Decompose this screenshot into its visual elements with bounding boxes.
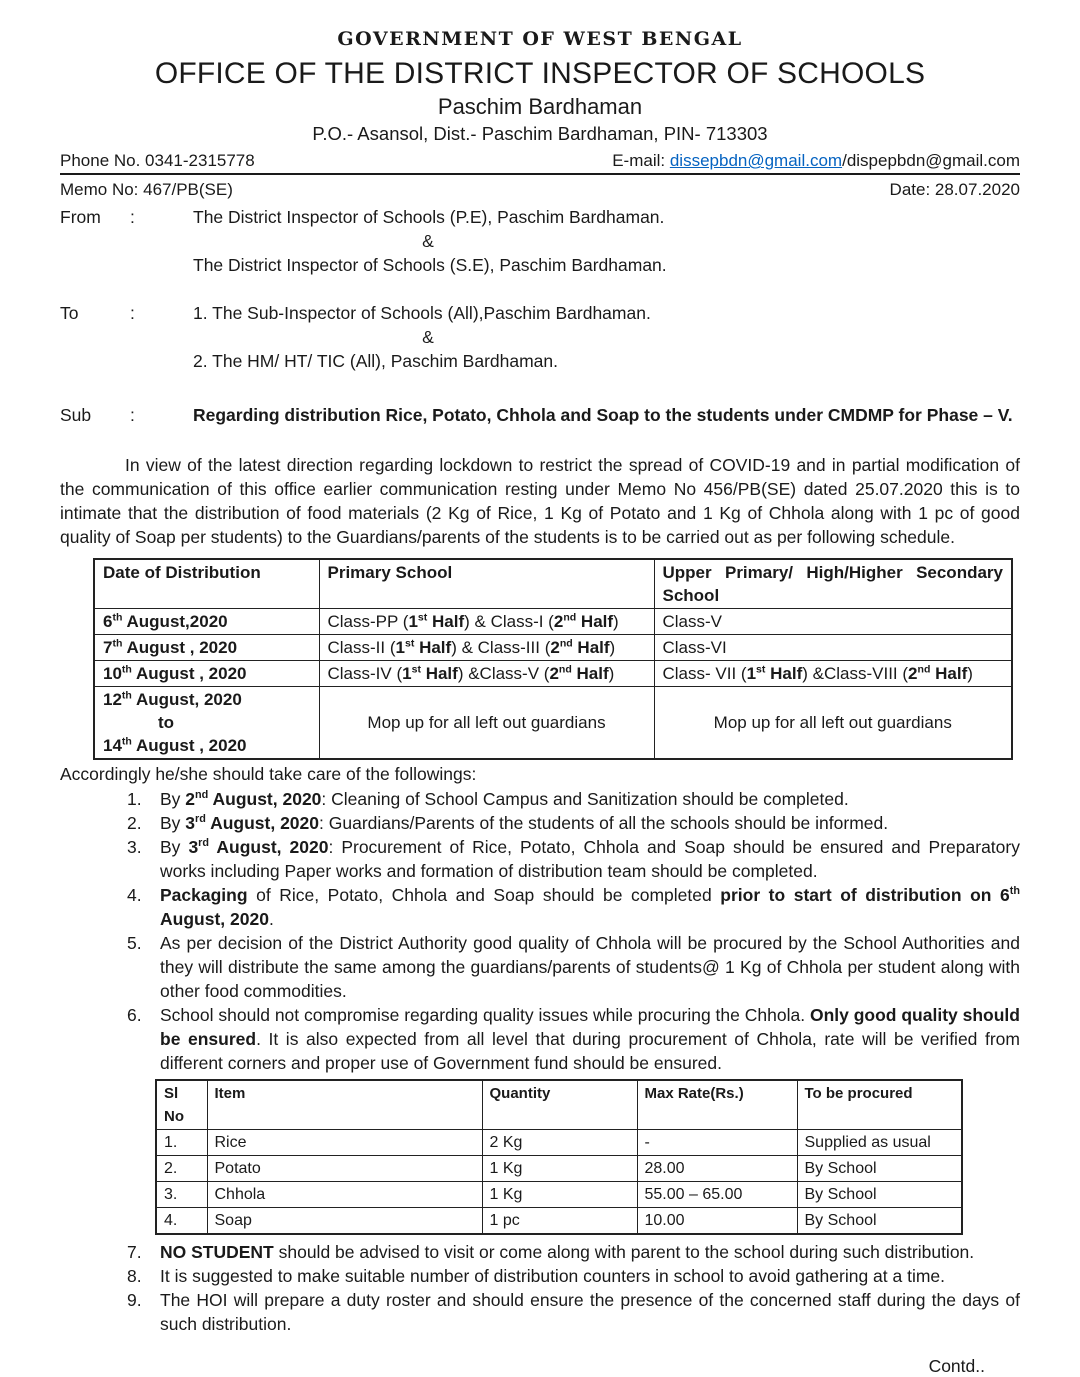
item-number: 3. <box>127 837 142 857</box>
email-2: dispepbdn@gmail.com <box>846 151 1020 170</box>
from-block <box>60 205 1020 277</box>
cell-procured: Supplied as usual <box>797 1130 962 1156</box>
item-text: It is suggested to make suitable number of distribution counters in school to avoid gathering at a time. <box>160 1266 946 1286</box>
cell-primary: Class-IV (1st Half) &Class-V (2nd Half) <box>319 661 654 687</box>
col-header-date: Date of Distribution <box>94 559 319 609</box>
to-line-1: 1. The Sub-Inspector of Schools (All),Paschim Bardhaman. <box>193 303 651 323</box>
cell-upper: Class-V <box>654 609 1012 635</box>
item-text: By 3rd August, 2020: Guardians/Parents of the students of all the schools should be informed. <box>160 813 889 833</box>
office-title: OFFICE OF THE DISTRICT INSPECTOR OF SCHOOLS <box>154 57 926 90</box>
col-header-maxrate: Max Rate(Rs.) <box>637 1080 797 1130</box>
cell-procured: By School <box>797 1208 962 1235</box>
table-header-row <box>156 1080 962 1130</box>
cell-quantity: 1 pc <box>482 1208 637 1235</box>
instruction-list-2 <box>60 1240 1020 1336</box>
subject-text: Regarding distribution Rice, Potato, Chhola and Soap to the students under CMDMP for Phase – V. <box>193 405 1013 425</box>
list-item-2 <box>60 811 1020 835</box>
cell-maxrate: 28.00 <box>637 1156 797 1182</box>
phone-number: Phone No. 0341-2315778 <box>60 151 255 170</box>
table-row <box>156 1130 962 1156</box>
table-header-row <box>94 559 1012 609</box>
list-item-1 <box>60 787 1020 811</box>
date-range-to: to <box>158 713 175 732</box>
distribution-schedule-table <box>93 558 1013 760</box>
cell-quantity: 1 Kg <box>482 1182 637 1208</box>
cell-item: Chhola <box>207 1182 482 1208</box>
memo-number: Memo No: 467/PB(SE) <box>60 180 233 199</box>
col-header-item: Item <box>207 1080 482 1130</box>
to-colon: : <box>130 303 135 323</box>
list-item-6 <box>60 1003 1020 1075</box>
item-rate-table <box>155 1079 963 1235</box>
memo-row <box>60 180 1020 200</box>
item-number: 5. <box>127 933 142 953</box>
cell-date: 7th August , 2020 <box>94 635 319 661</box>
cell-item: Potato <box>207 1156 482 1182</box>
from-line-1: The District Inspector of Schools (P.E), Paschim Bardhaman. <box>193 207 665 227</box>
list-item-4 <box>60 883 1020 931</box>
item-number: 2. <box>127 813 142 833</box>
item-text: As per decision of the District Authority good quality of Chhola will be procured by the School Authorities and they will distribute the same among the guardians/parents of students@ 1 Kg of Chhola per student along with other food commodities. <box>160 933 1020 1001</box>
to-line-2: 2. The HM/ HT/ TIC (All), Paschim Bardhaman. <box>193 351 559 371</box>
cell-maxrate: 10.00 <box>637 1208 797 1235</box>
government-title: GOVERNMENT OF WEST BENGAL <box>337 28 743 50</box>
subject-row <box>60 403 1020 427</box>
cell-mopup-upper: Mop up for all left out guardians <box>654 687 1012 760</box>
from-label: From <box>60 207 101 227</box>
item-number: 1. <box>127 789 142 809</box>
col-header-quantity: Quantity <box>482 1080 637 1130</box>
from-ampersand: & <box>422 231 434 251</box>
cell-date: 10th August , 2020 <box>94 661 319 687</box>
email-separator: / <box>842 151 847 170</box>
cell-mopup-primary: Mop up for all left out guardians <box>319 687 654 760</box>
from-colon: : <box>130 207 135 227</box>
cell-primary: Class-PP (1st Half) & Class-I (2nd Half) <box>319 609 654 635</box>
cell-quantity: 2 Kg <box>482 1130 637 1156</box>
body-paragraph: In view of the latest direction regarding lockdown to restrict the spread of COVID-19 and in partial modification of the communication of this office earlier communication resting under Memo No 456/PB(SE) dated 25.07.2020 this is to intimate that the distribution of food materials (2 Kg of Rice, 1 Kg of Potato and 1 Kg of Chhola along with 1 pc of good quality of Soap per students) to the Guardians/parents of the students is to be carried out as per following schedule. <box>60 455 1020 547</box>
continued-marker: Contd.. <box>928 1356 985 1376</box>
table-row <box>94 661 1012 687</box>
cell-procured: By School <box>797 1156 962 1182</box>
table-row <box>94 609 1012 635</box>
to-ampersand: & <box>422 327 434 347</box>
cell-slno: 2. <box>156 1156 207 1182</box>
accordingly-line: Accordingly he/she should take care of the followings: <box>60 764 477 784</box>
table-row <box>94 635 1012 661</box>
cell-primary: Class-II (1st Half) & Class-III (2nd Half) <box>319 635 654 661</box>
col-header-upper: Upper Primary/ High/Higher Secondary School <box>654 559 1012 609</box>
to-row <box>60 301 1020 325</box>
cell-item: Rice <box>207 1130 482 1156</box>
table-row-mopup <box>94 687 1012 760</box>
cell-upper: Class-VI <box>654 635 1012 661</box>
email-link-1[interactable]: dissepbdn@gmail.com <box>669 151 843 170</box>
phone-email-row <box>60 151 1020 175</box>
cell-procured: By School <box>797 1182 962 1208</box>
subject-colon: : <box>130 405 135 425</box>
item-number: 8. <box>127 1266 142 1286</box>
district-name: Paschim Bardhaman <box>437 94 643 119</box>
list-item-5 <box>60 931 1020 1003</box>
item-number: 7. <box>127 1242 142 1262</box>
table-row <box>156 1208 962 1235</box>
cell-date-range <box>94 687 319 760</box>
cell-slno: 4. <box>156 1208 207 1235</box>
table-row <box>156 1182 962 1208</box>
item-text: School should not compromise regarding quality issues while procuring the Chhola. Only good quality should be ensured. It is also expected from all level that during procurement of Chhola, rate will be verified from different corners and proper use of Government fund should be ensured. <box>160 1005 1020 1073</box>
cell-slno: 1. <box>156 1130 207 1156</box>
from-line-2: The District Inspector of Schools (S.E), Paschim Bardhaman. <box>193 255 667 275</box>
list-item-8 <box>60 1264 1020 1288</box>
table-row <box>156 1156 962 1182</box>
cell-slno: 3. <box>156 1182 207 1208</box>
item-text: By 2nd August, 2020: Cleaning of School Campus and Sanitization should be completed. <box>160 789 849 809</box>
memo-date: Date: 28.07.2020 <box>889 180 1020 199</box>
cell-upper: Class- VII (1st Half) &Class-VIII (2nd Half) <box>654 661 1012 687</box>
date-range-start: 12th August, 2020 <box>103 689 242 709</box>
col-header-primary: Primary School <box>319 559 654 609</box>
list-item-9 <box>60 1288 1020 1336</box>
item-number: 6. <box>127 1005 142 1025</box>
list-item-3 <box>60 835 1020 883</box>
list-item-7 <box>60 1240 1020 1264</box>
item-text: The HOI will prepare a duty roster and should ensure the presence of the concerned staff during the days of such distribution. <box>160 1290 1020 1334</box>
item-text: Packaging of Rice, Potato, Chhola and Soap should be completed prior to start of distribution on 6th August, 2020. <box>160 885 1020 929</box>
cell-maxrate: 55.00 – 65.00 <box>637 1182 797 1208</box>
letterhead <box>60 28 1020 145</box>
cell-date: 6th August,2020 <box>94 609 319 635</box>
cell-maxrate: - <box>637 1130 797 1156</box>
email-block <box>612 151 1020 171</box>
instruction-list-1 <box>60 787 1020 1075</box>
cell-item: Soap <box>207 1208 482 1235</box>
email-label: E-mail: <box>612 151 670 170</box>
cell-quantity: 1 Kg <box>482 1156 637 1182</box>
to-label: To <box>60 303 79 323</box>
item-text: NO STUDENT should be advised to visit or come along with parent to the school during such distribution. <box>160 1242 975 1262</box>
item-text: By 3rd August, 2020: Procurement of Rice, Potato, Chhola and Soap should be ensured and Preparatory works including Paper works and formation of distribution team should be completed. <box>160 837 1020 881</box>
to-block <box>60 301 1020 373</box>
office-address: P.O.- Asansol, Dist.- Paschim Bardhaman, PIN- 713303 <box>312 123 768 144</box>
subject-label: Sub <box>60 405 92 425</box>
date-range-end: 14th August , 2020 <box>103 735 247 755</box>
item-number: 4. <box>127 885 142 905</box>
from-row <box>60 205 1020 229</box>
col-header-procured: To be procured <box>797 1080 962 1130</box>
item-number: 9. <box>127 1290 142 1310</box>
col-header-slno: Sl No <box>156 1080 207 1130</box>
